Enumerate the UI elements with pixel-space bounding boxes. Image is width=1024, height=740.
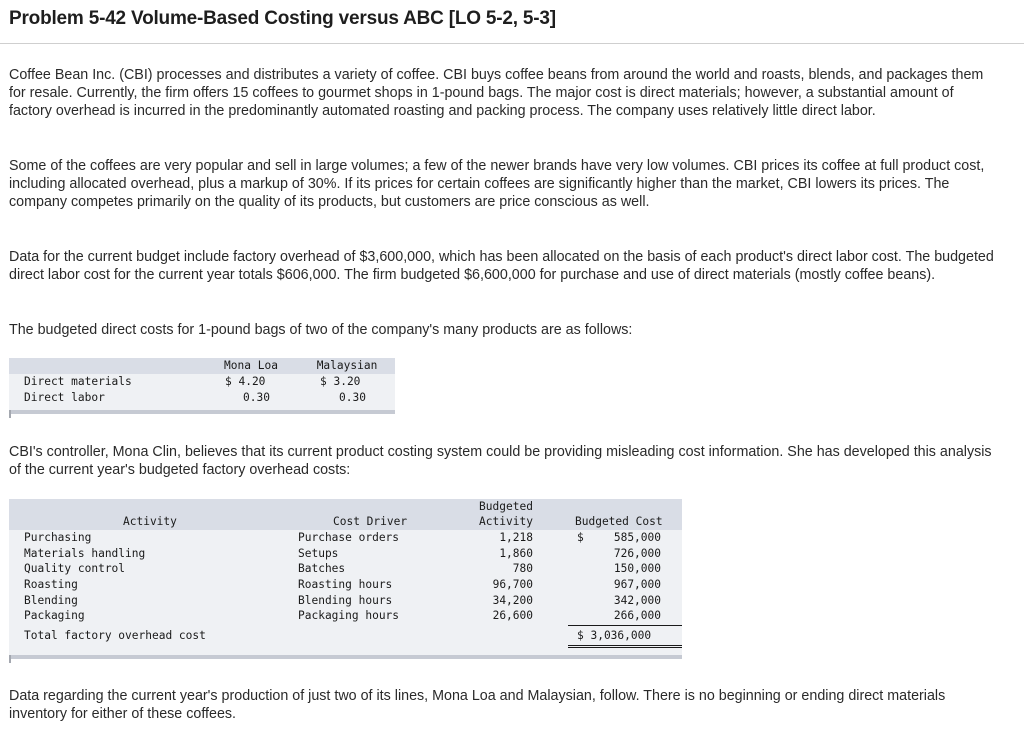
qty-purchasing: 1,218 bbox=[499, 531, 533, 544]
activity-quality-control: Quality control bbox=[24, 562, 126, 575]
paragraph-intro: Coffee Bean Inc. (CBI) processes and distributes a variety of coffee. CBI buys coffee beans from around the world and roasts, blends, and packages them for resale. Currently, the firm offers 15 coffees to gourmet shops in 1-pound bags. The major cost is direct materials; however, a substantial amount of factory overhead is incurred in the predominantly automated roasting and packing process. The company uses relatively little direct labor. bbox=[9, 67, 984, 119]
paragraph-production-data: Data regarding the current year's production of just two of its lines, Mona Loa and Malaysian, follow. There is no beginning or ending direct materials inventory for either of these coffees. bbox=[9, 688, 946, 722]
activity-materials-handling: Materials handling bbox=[24, 547, 146, 560]
header-budgeted-line2: Activity bbox=[479, 515, 533, 528]
row-label-direct-materials: Direct materials bbox=[24, 375, 132, 388]
qty-materials-handling: 1,860 bbox=[499, 547, 533, 560]
cost-packaging: 266,000 bbox=[613, 609, 661, 622]
cost-purchasing: 585,000 bbox=[613, 531, 661, 544]
problem-title: Problem 5-42 Volume-Based Costing versus ABC [LO 5-2, 5-3] bbox=[9, 8, 556, 29]
header-budgeted-cost: Budgeted Cost bbox=[575, 515, 663, 528]
paragraph-budget: Data for the current budget include factory overhead of $3,600,000, which has been allocated on the basis of each product's direct labor cost. The budgeted direct labor cost for the current year totals $606,000. The firm budgeted $6,600,000 for purchase and use of direct materials (mostly coffee beans). bbox=[9, 249, 994, 283]
activity-purchasing: Purchasing bbox=[24, 531, 92, 544]
driver-roasting-hours: Roasting hours bbox=[298, 578, 393, 591]
driver-batches: Batches bbox=[298, 562, 346, 575]
header-cost-driver: Cost Driver bbox=[333, 515, 408, 528]
qty-blending: 34,200 bbox=[492, 594, 533, 607]
activity-packaging: Packaging bbox=[24, 609, 85, 622]
cost-blending: 342,000 bbox=[613, 594, 661, 607]
malaysian-direct-materials: $ 3.20 bbox=[320, 375, 361, 388]
overhead-footer-bar bbox=[9, 655, 682, 659]
cost-materials-handling: 726,000 bbox=[613, 547, 661, 560]
total-double-underline-bottom bbox=[568, 647, 682, 648]
qty-packaging: 26,600 bbox=[492, 609, 533, 622]
total-label: Total factory overhead cost bbox=[24, 629, 206, 642]
header-budgeted-line1: Budgeted bbox=[479, 500, 533, 513]
cost-quality-control: 150,000 bbox=[613, 562, 661, 575]
paragraph-controller: CBI's controller, Mona Clin, believes that its current product costing system could be providing misleading cost information. She has developed this analysis of the current year's budgeted factory overhead costs: bbox=[9, 444, 992, 478]
col-header-malaysian: Malaysian bbox=[316, 359, 378, 372]
driver-packaging-hours: Packaging hours bbox=[298, 609, 400, 622]
subtotal-underline bbox=[568, 625, 682, 626]
activity-roasting: Roasting bbox=[24, 578, 78, 591]
mona-loa-direct-labor: 0.30 bbox=[243, 391, 270, 404]
driver-purchase-orders: Purchase orders bbox=[298, 531, 400, 544]
driver-blending-hours: Blending hours bbox=[298, 594, 393, 607]
total-value: $ 3,036,000 bbox=[577, 629, 652, 642]
paragraph-pricing: Some of the coffees are very popular and sell in large volumes; a few of the newer brands have very low volumes. CBI prices its coffee at full product cost, including allocated overhead, plus a markup of 30%. If its prices for certain coffees are significantly higher than the market, CBI lowers its prices. The company competes primarily on the quality of its products, but customers are price conscious as well. bbox=[9, 158, 985, 210]
driver-setups: Setups bbox=[298, 547, 339, 560]
row-label-direct-labor: Direct labor bbox=[24, 391, 105, 404]
direct-costs-footer-bar bbox=[9, 410, 395, 414]
qty-roasting: 96,700 bbox=[492, 578, 533, 591]
cost-roasting: 967,000 bbox=[613, 578, 661, 591]
col-header-mona-loa: Mona Loa bbox=[224, 359, 278, 372]
dollar-sign: $ bbox=[577, 531, 584, 544]
qty-quality-control: 780 bbox=[512, 562, 533, 575]
malaysian-direct-labor: 0.30 bbox=[339, 391, 366, 404]
mona-loa-direct-materials: $ 4.20 bbox=[225, 375, 266, 388]
header-activity: Activity bbox=[123, 515, 177, 528]
paragraph-direct-costs-intro: The budgeted direct costs for 1-pound bags of two of the company's many products are as follows: bbox=[9, 322, 633, 338]
title-divider bbox=[0, 43, 1024, 44]
activity-blending: Blending bbox=[24, 594, 78, 607]
total-double-underline-top bbox=[568, 645, 682, 646]
